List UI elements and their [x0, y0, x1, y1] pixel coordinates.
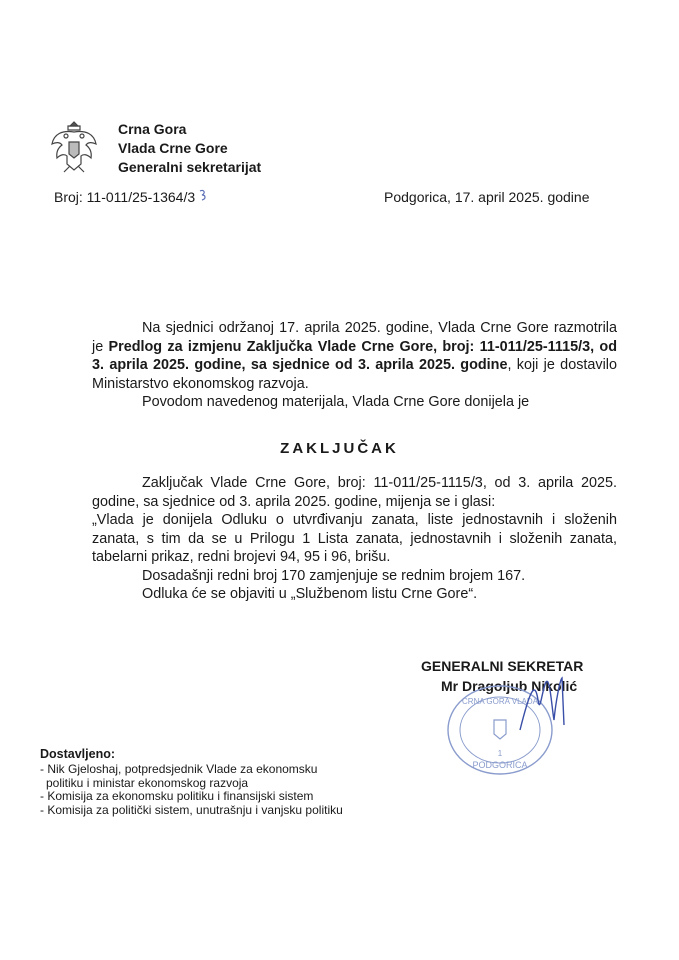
intro-paragraph	[92, 319, 617, 412]
intro-text-end: , koji je dostavilo Ministarstvo ekonomskog razvoja.	[92, 357, 617, 392]
decision-paragraph-1: Zaključak Vlade Crne Gore, broj: 11-011/25-1115/3, od 3. aprila 2025. godine, sa sjednice od 3. aprila 2025. godine, mijenja se i glasi:	[92, 475, 617, 510]
decision-body	[92, 474, 617, 604]
distribution-list	[40, 748, 343, 817]
header-government: Vlada Crne Gore	[118, 140, 228, 156]
place-date: Podgorica, 17. april 2025. godine	[384, 189, 590, 205]
decision-lead: Povodom navedenog materijala, Vlada Crne Gore donijela je	[142, 394, 530, 410]
intro-text: Na sjednici održanoj 17. aprila 2025. godine, Vlada Crne Gore razmotrila je	[92, 320, 617, 355]
header-secretariat: Generalni sekretarijat	[118, 159, 262, 175]
distribution-item: - Nik Gjeloshaj, potpredsjednik Vlade za ekonomsku	[40, 762, 318, 777]
signer-name: Mr Dragoljub Nikolić	[441, 678, 578, 694]
header-country: Crna Gora	[118, 121, 187, 137]
decision-paragraph-4: Odluka će se objaviti u „Službenom listu Crne Gore“.	[142, 586, 478, 602]
stamp-number: 1	[497, 749, 503, 758]
distribution-item: - Komisija za ekonomsku politiku i finansijski sistem	[40, 789, 314, 804]
signer-title: GENERALNI SEKRETAR	[421, 658, 584, 674]
intro-bold-subject: Predlog za izmjenu Zaključka Vlade Crne Gore, broj: 11-011/25-1115/3, od 3. aprila 2025. godine, sa sjednice od 3. aprila 2025. godine	[92, 338, 617, 373]
distribution-item: politiku i ministar ekonomskog razvoja	[46, 775, 249, 790]
handwritten-correction-icon	[196, 188, 222, 210]
decision-quote: „Vlada je donijela Odluku o utvrđivanju zanata, liste jednostavnih i složenih zanata, s tim da se u Prilogu 1 Lista zanata, jednostavnih i složenih zanata, tabelarni prikaz, redni brojevi 94, 95 i 96, brišu.	[92, 512, 617, 565]
coat-of-arms-icon	[48, 118, 100, 176]
stamp-text: CRNA GORA VLADA	[461, 697, 539, 706]
reference-number: Broj: 11-011/25-1364/3	[54, 189, 196, 205]
decision-paragraph-3: Dosadašnji redni broj 170 zamjenjuje se rednim brojem 167.	[142, 567, 526, 584]
stamp-city: PODGORICA	[472, 760, 528, 770]
distribution-heading: Dostavljeno:	[40, 747, 116, 761]
signature-icon	[480, 670, 590, 740]
distribution-item: - Komisija za politički sistem, unutrašnju i vanjsku politiku	[40, 802, 343, 817]
document-title: ZAKLJUČAK	[280, 440, 399, 457]
